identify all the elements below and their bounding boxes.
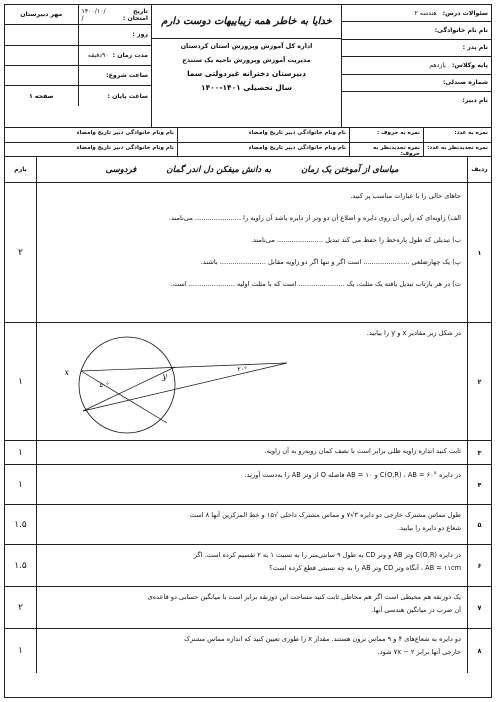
grade-signature-cell: نام ونام خانوادگی دبیر تاریخ وامضاء bbox=[177, 128, 349, 142]
start-row bbox=[5, 66, 151, 86]
school-stamp-label: مهر دبیرستان bbox=[20, 11, 63, 19]
question-score: ۱ bbox=[5, 441, 37, 464]
question-line: الف) زاویه‌ای که رأس آن روی دایره و اضلاع آن دو وتر از دایره باشد آن زاویه را ...................... می‌نامند. bbox=[168, 214, 461, 222]
question-row bbox=[5, 441, 491, 465]
question-number: ۱ bbox=[467, 183, 491, 322]
duration-row bbox=[5, 46, 151, 66]
figure-circle bbox=[79, 337, 175, 433]
revision-number-cell: نمره تجدیدنظر به عدد: bbox=[423, 143, 491, 158]
start-label: ساعت شروع: bbox=[106, 72, 148, 80]
question-row bbox=[5, 629, 491, 673]
question-score: ۲ bbox=[5, 183, 37, 322]
exam-sheet bbox=[4, 4, 492, 698]
question-list bbox=[5, 183, 491, 673]
grade-row bbox=[342, 57, 491, 74]
circle-figure bbox=[49, 331, 299, 435]
subject-row bbox=[342, 5, 491, 22]
question-line: در شکل زیر مقادیر x و y را بیابید. bbox=[366, 329, 461, 337]
question-body bbox=[37, 465, 467, 504]
lastname-row bbox=[342, 22, 491, 39]
end-label: ساعت پایان : bbox=[107, 92, 148, 100]
question-line: آن ضرب در میانگین هندسی آنها. bbox=[371, 606, 461, 614]
question-row bbox=[5, 545, 491, 587]
date-row bbox=[5, 5, 151, 25]
grade-words-cell: نمره به حروف : bbox=[349, 128, 423, 142]
verse-banner bbox=[37, 157, 467, 182]
exam-date-label: تاریخ امتحان : bbox=[122, 7, 148, 22]
father-row bbox=[342, 40, 491, 57]
seat-label: شماره صندلی: bbox=[442, 79, 488, 87]
question-table-header bbox=[5, 157, 491, 183]
verse-1: میاسای از آموختن یک زمان bbox=[301, 164, 399, 175]
end-row bbox=[5, 86, 151, 106]
day-cell bbox=[78, 25, 152, 44]
exam-date-cell bbox=[78, 5, 152, 24]
end-cell bbox=[78, 86, 152, 106]
exam-header bbox=[5, 5, 491, 127]
figure-angle-50: ۵۰° bbox=[99, 382, 109, 389]
grade-row-1 bbox=[5, 128, 491, 143]
question-line: جاهای خالی را با عبارات مناسب پر کنید. bbox=[350, 192, 461, 200]
figure-secant-1 bbox=[81, 363, 287, 371]
seat-row bbox=[342, 75, 491, 92]
exam-info-column bbox=[5, 5, 151, 127]
subject-value: هندسه ۲ bbox=[414, 9, 437, 17]
question-number: ۷ bbox=[467, 587, 491, 628]
day-row bbox=[5, 25, 151, 45]
teacher-row bbox=[342, 92, 491, 109]
figure-angle-20: ۲۰° bbox=[237, 366, 247, 373]
school-stamp-cell bbox=[5, 5, 78, 24]
question-line: ثابت کنید اندازه زاویه ظلی برابر است با نصف کمان روبه‌رو به آن زاویه. bbox=[264, 447, 461, 455]
question-score: ۲ bbox=[5, 587, 37, 628]
figure-x-label: x bbox=[64, 368, 69, 377]
question-body bbox=[37, 587, 467, 628]
question-number: ۶ bbox=[467, 545, 491, 586]
question-number: ۸ bbox=[467, 629, 491, 673]
row-header: ردیف bbox=[467, 157, 491, 182]
question-line: ت) در هر بازتاب تبدیل یافته یک مثلث، یک ...................... است که با مثلث اولیه ...................... است. bbox=[170, 280, 461, 288]
question-body bbox=[37, 183, 467, 322]
score-header: بارم bbox=[5, 157, 37, 182]
revision-words-cell: نمره تجدیدنظر به حروف: bbox=[349, 143, 423, 158]
question-body bbox=[37, 629, 467, 673]
subject-label: سئوالات درس: bbox=[442, 9, 488, 17]
figure-secant-2 bbox=[83, 363, 287, 411]
motto: خدایا به خاطر همه زیباییهات دوست دارم bbox=[152, 5, 341, 39]
question-line: پ) یک چهارضلعی ...................... است اگر و تنها اگر دو زاویه مقابل ...................... باشند. bbox=[200, 258, 461, 266]
question-row bbox=[5, 183, 491, 323]
question-score: ۱ bbox=[5, 465, 37, 504]
question-body bbox=[37, 441, 467, 464]
school-line-1: اداره کل آموزش وپرورش استان کردستان bbox=[180, 42, 313, 50]
school-line-4: سال تحصیلی ۱۴۰۱-۱۴۰۰ bbox=[201, 83, 292, 92]
question-score: ۱.۵ bbox=[5, 545, 37, 586]
question-score: ۱ bbox=[5, 323, 37, 440]
figure-chord-1 bbox=[81, 371, 167, 423]
grade-number-cell: نمره به عدد: bbox=[423, 128, 491, 142]
grade-section bbox=[5, 127, 491, 157]
poet: فردوسی bbox=[105, 164, 137, 175]
question-row bbox=[5, 465, 491, 505]
question-score: ۱ bbox=[5, 629, 37, 673]
question-row bbox=[5, 323, 491, 441]
grade-value: یازدهم bbox=[429, 61, 446, 69]
question-line: خارجی آنها برابر ۲ − ۷x شود. bbox=[377, 648, 461, 656]
question-line: در دایره C(O,R) ، AB = ۶۰° و AB = ۱۰ فاصله O از وتر AB را به‌دست آورید. bbox=[244, 471, 461, 479]
question-score: ۱.۵ bbox=[5, 505, 37, 544]
figure-y-label: y bbox=[162, 372, 167, 381]
question-number: ۵ bbox=[467, 505, 491, 544]
question-line: طول مماس مشترک خارجی دو دایره ۳√۷ و مماس مشترک داخلی √۱۵ و خط المرکزین آنها ۸ است bbox=[189, 511, 461, 519]
lastname-label: نام نام خانوادگی: bbox=[434, 27, 488, 35]
question-number: ۲ bbox=[467, 323, 491, 440]
verse-2: به دانش میفکن دل اندر گمان bbox=[166, 164, 272, 175]
teacher-label: نام دبیر: bbox=[462, 97, 488, 105]
question-body bbox=[37, 545, 467, 586]
school-line-2: مدیریت آموزش وپرورش ناحیه یک سنندج bbox=[182, 56, 311, 64]
question-line: دو دایره به شعاع‌های ۴ و ۹ مماس برون هستند. مقدار x را طوری تعیین کنید که اندازه مماس مشترک bbox=[184, 635, 461, 643]
page-cell bbox=[5, 86, 78, 106]
revision-signature-cell: نام ونام خانوادگی دبیر تاریخ وامضاء bbox=[177, 143, 349, 158]
question-line: شعاع دو دایره را بیابید. bbox=[397, 524, 461, 532]
question-body bbox=[37, 323, 467, 440]
question-line: ب) تبدیلی که طول پاره‌خط را حفظ می کند تبدیل ...................... می‌نامند. bbox=[250, 236, 461, 244]
question-row bbox=[5, 587, 491, 629]
start-cell bbox=[78, 66, 152, 85]
student-info-column bbox=[341, 5, 491, 127]
question-line: یک ذوزنقه هم محیطی است اگر هم محاطی ثابت کنید مساحت این ذوزنقه برابر است با میانگین حسابی دو قاعده‌ی bbox=[147, 593, 461, 601]
duration-value: ۹۰دقیقه bbox=[87, 51, 109, 59]
question-line: در دایره C(O,R) وتر AB و وتر CD به طول ۹ سانتی‌متر را به نسبت ۱ به ۲ تقسیم کرده است. اگر bbox=[193, 551, 461, 559]
father-label: نام پدر : bbox=[462, 44, 488, 52]
day-label: روز : bbox=[132, 31, 148, 39]
exam-date-value: ۱۴۰۰/۱۰/ / bbox=[81, 7, 106, 22]
question-body bbox=[37, 505, 467, 544]
duration-label: مدت زمان : bbox=[112, 51, 148, 59]
page-label: صفحه ۱ bbox=[28, 92, 54, 100]
grade-label: پایه وکلاس: bbox=[451, 61, 488, 69]
revision-signature-cell-2: نام ونام خانوادگی دبیر تاریخ وامضاء bbox=[76, 144, 174, 151]
duration-cell bbox=[78, 46, 152, 65]
school-line-3: دبیرستان دخترانه غیردولتی سما bbox=[187, 69, 306, 78]
school-info-column bbox=[151, 5, 341, 127]
question-line: AB = ۱۱cm ، آنگاه وتر CD وتر AB را به چه نسبتی قطع کرده است؟ bbox=[269, 564, 461, 572]
grade-row-2 bbox=[5, 143, 491, 158]
question-number: ۳ bbox=[467, 441, 491, 464]
question-row bbox=[5, 505, 491, 545]
figure-chord-2 bbox=[83, 367, 175, 411]
grade-signature-cell-2: نام ونام خانوادگی دبیر تاریخ وامضاء bbox=[76, 130, 174, 136]
question-number: ۴ bbox=[467, 465, 491, 504]
